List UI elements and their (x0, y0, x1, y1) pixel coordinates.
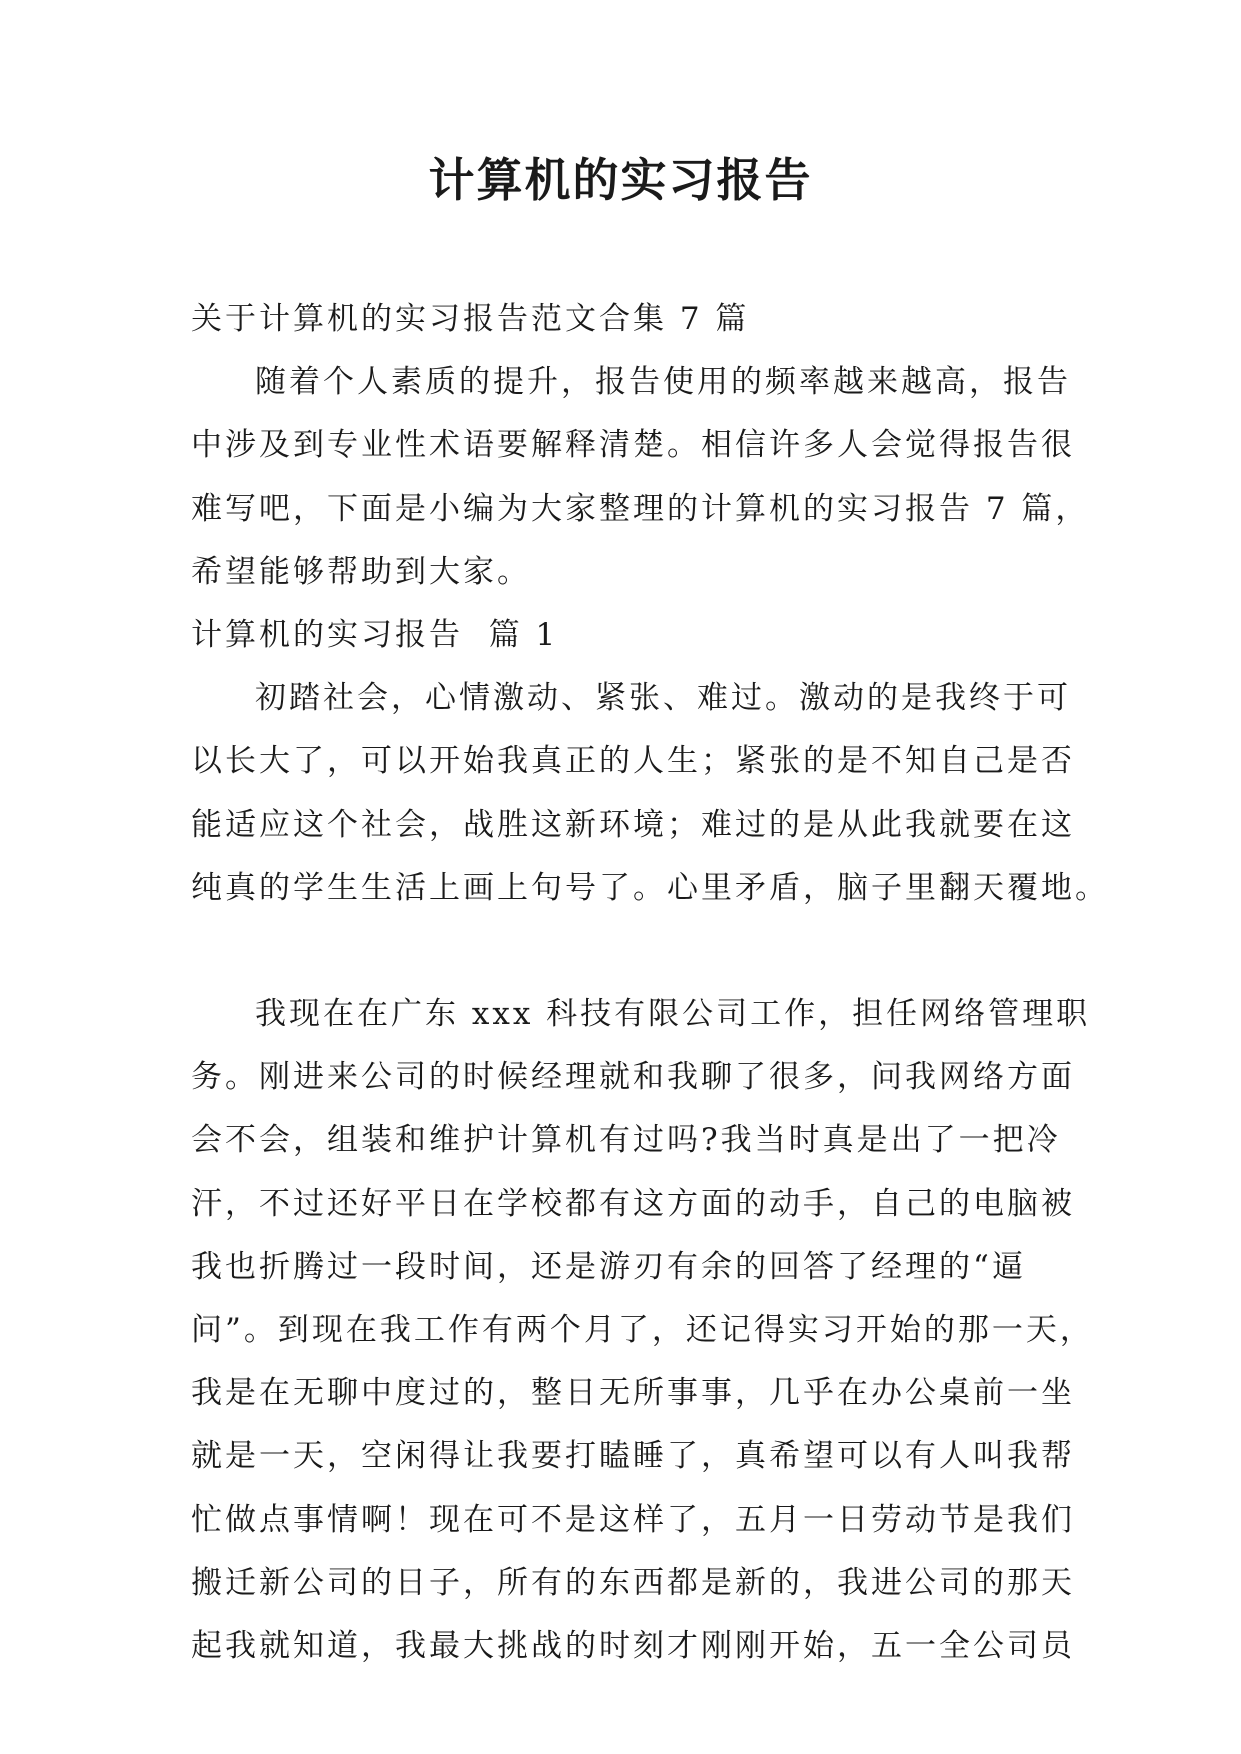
section-heading: 计算机的实习报告 篇 1 (191, 616, 559, 653)
paragraph-line: 就是一天，空闲得让我要打瞌睡了，真希望可以有人叫我帮 (191, 1438, 1075, 1475)
paragraph-line: 问”。到现在我工作有两个月了，还记得实习开始的那一天， (191, 1312, 1094, 1348)
intro-line: 难写吧，下面是小编为大家整理的计算机的实习报告 7 篇， (191, 490, 1090, 527)
paragraph-line: 以长大了，可以开始我真正的人生；紧张的是不知自己是否 (191, 743, 1075, 780)
paragraph-line: 我是在无聊中度过的，整日无所事事，几乎在办公桌前一坐 (191, 1375, 1075, 1412)
paragraph-line: 纯真的学生生活上画上句号了。心里矛盾，脑子里翻天覆地。 (191, 869, 1109, 906)
document-title: 计算机的实习报告 (428, 153, 813, 207)
paragraph-line: 能适应这个社会，战胜这新环境；难过的是从此我就要在这 (191, 806, 1075, 843)
document-body (191, 288, 1109, 1678)
collection-subtitle: 关于计算机的实习报告范文合集 7 篇 (191, 301, 750, 337)
intro-line: 随着个人素质的提升，报告使用的频率越来越高，报告 (255, 364, 1071, 401)
paragraph-spacer (191, 920, 1053, 983)
paragraph-line: 我也折腾过一段时间，还是游刃有余的回答了经理的“逼 (191, 1248, 1026, 1285)
paragraph-line: 初踏社会，心情激动、紧张、难过。激动的是我终于可 (255, 680, 1071, 717)
paragraph-line: 会不会，组装和维护计算机有过吗?我当时真是出了一把冷 (191, 1122, 1061, 1159)
paragraph-line: 务。刚进来公司的时候经理就和我聊了很多，问我网络方面 (191, 1059, 1075, 1096)
paragraph-line: 忙做点事情啊！现在可不是这样了，五月一日劳动节是我们 (191, 1501, 1075, 1538)
paragraph-line: 搬迁新公司的日子，所有的东西都是新的，我进公司的那天 (191, 1564, 1075, 1601)
paragraph-line: 汗，不过还好平日在学校都有这方面的动手，自己的电脑被 (191, 1185, 1075, 1222)
intro-line: 中涉及到专业性术语要解释清楚。相信许多人会觉得报告很 (191, 427, 1075, 464)
paragraph-line: 起我就知道，我最大挑战的时刻才刚刚开始，五一全公司员 (191, 1627, 1075, 1664)
intro-line: 希望能够帮助到大家。 (191, 553, 531, 590)
paragraph-line: 我现在在广东 xxx 科技有限公司工作，担任网络管理职 (255, 996, 1091, 1033)
